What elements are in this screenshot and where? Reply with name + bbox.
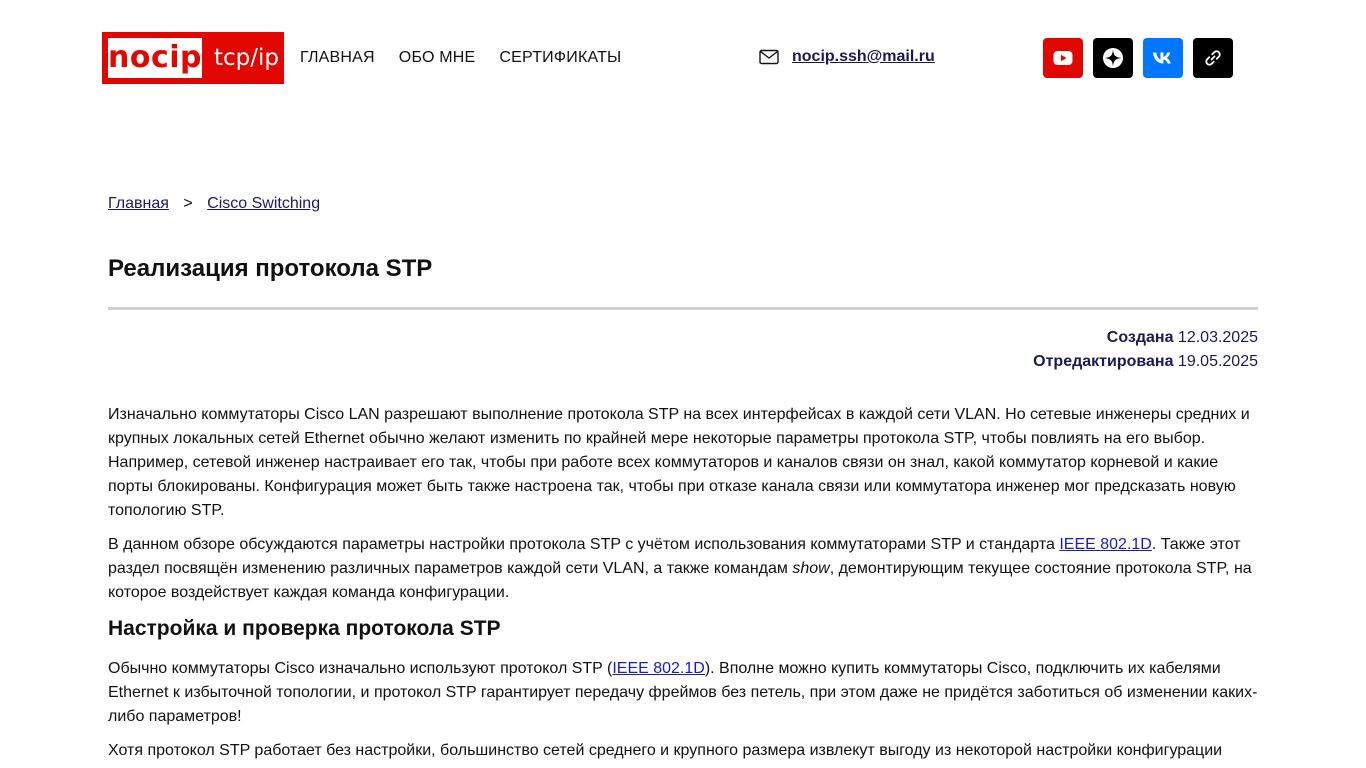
paragraph-text: В данном обзоре обсуждаются параметры настройки протокола STP с учётом использования коммутаторами STP и стандарта xyxy=(108,536,1060,553)
paragraph-overview xyxy=(108,533,1260,605)
email-contact xyxy=(758,46,935,68)
edited-row xyxy=(1033,350,1258,374)
logo-sub-text: tcp/ip xyxy=(214,44,280,71)
created-date: 12.03.2025 xyxy=(1177,329,1258,346)
breadcrumb xyxy=(108,193,320,215)
breadcrumb-section[interactable]: Cisco Switching xyxy=(207,195,321,212)
envelope-icon xyxy=(758,46,780,68)
paragraph-text: Обычно коммутаторы Cisco изначально используют протокол STP ( xyxy=(108,660,613,677)
paragraph-text: , демонтирующим текущее состояние протокола STP, на которое воздействует каждая команда конфигурации. xyxy=(108,560,1252,601)
title-divider xyxy=(108,307,1258,310)
page-title: Реализация протокола STP xyxy=(108,255,433,282)
youtube-button[interactable] xyxy=(1043,38,1083,78)
edited-date: 19.05.2025 xyxy=(1177,353,1258,370)
paragraph-intro: Изначально коммутаторы Cisco LAN разрешают выполнение протокола STP на всех интерфейсах в каждой сети VLAN. Но сетевые инженеры средних и крупных локальных сетей Ethernet обычно желают изменить по крайней мере некоторые параметры протокола STP, чтобы повлиять на его выбор. Например, сетевой инженер настраивает его так, чтобы при работе всех коммутаторов и каналов связи он знал, какой коммутатор корневой и какие порты блокированы. Конфигурация может быть также настроена так, чтобы при отказе канала связи или коммутатора инженер мог предсказать новую топологию STP. xyxy=(108,406,1250,519)
nav-certificates[interactable]: СЕРТИФИКАТЫ xyxy=(499,49,622,66)
section-heading: Настройка и проверка протокола STP xyxy=(108,617,501,640)
main-nav xyxy=(300,47,621,69)
link-button[interactable] xyxy=(1193,38,1233,78)
breadcrumb-home[interactable]: Главная xyxy=(108,195,169,212)
social-links xyxy=(1043,38,1233,78)
paragraph-config: Хотя протокол STP работает без настройки, большинство сетей среднего и крупного размера извлекут выгоду из некоторой настройки конфигурации xyxy=(108,742,1223,759)
article-dates xyxy=(1033,326,1258,374)
paragraph-text: . Также этот раздел посвящён изменению различных параметров каждой сети VLAN, а также командам xyxy=(108,536,1241,577)
email-link[interactable]: nocip.ssh@mail.ru xyxy=(792,48,935,65)
ieee-8021d-link[interactable]: IEEE 802.1D xyxy=(612,660,705,677)
command-show: show xyxy=(792,560,830,577)
youtube-icon xyxy=(1053,50,1073,66)
dzen-button[interactable] xyxy=(1093,38,1133,78)
breadcrumb-separator: > xyxy=(183,195,193,212)
article-body xyxy=(108,403,1260,768)
vk-icon xyxy=(1152,51,1174,65)
paragraph-text: ). Вполне можно купить коммутаторы Cisco, подключить их кабелями Ethernet к избыточной топологии, и протокол STP гарантирует передачу фреймов без петель, при этом даже не придётся заботиться об изменении каких-либо параметров! xyxy=(108,660,1258,725)
vk-button[interactable] xyxy=(1143,38,1183,78)
created-label: Создана xyxy=(1106,329,1174,346)
ieee-8021d-link[interactable]: IEEE 802.1D xyxy=(1059,536,1152,553)
link-icon xyxy=(1203,48,1223,68)
site-logo[interactable] xyxy=(102,32,284,84)
dzen-icon xyxy=(1102,47,1124,69)
created-row xyxy=(1033,326,1258,350)
logo-main-text: nocip xyxy=(108,40,203,75)
site-header xyxy=(0,0,1366,120)
logo-main-box xyxy=(108,38,202,78)
edited-label: Отредактирована xyxy=(1033,353,1174,370)
nav-home[interactable]: ГЛАВНАЯ xyxy=(300,49,375,66)
paragraph-default-stp xyxy=(108,657,1260,729)
nav-about[interactable]: ОБО МНЕ xyxy=(398,49,476,66)
